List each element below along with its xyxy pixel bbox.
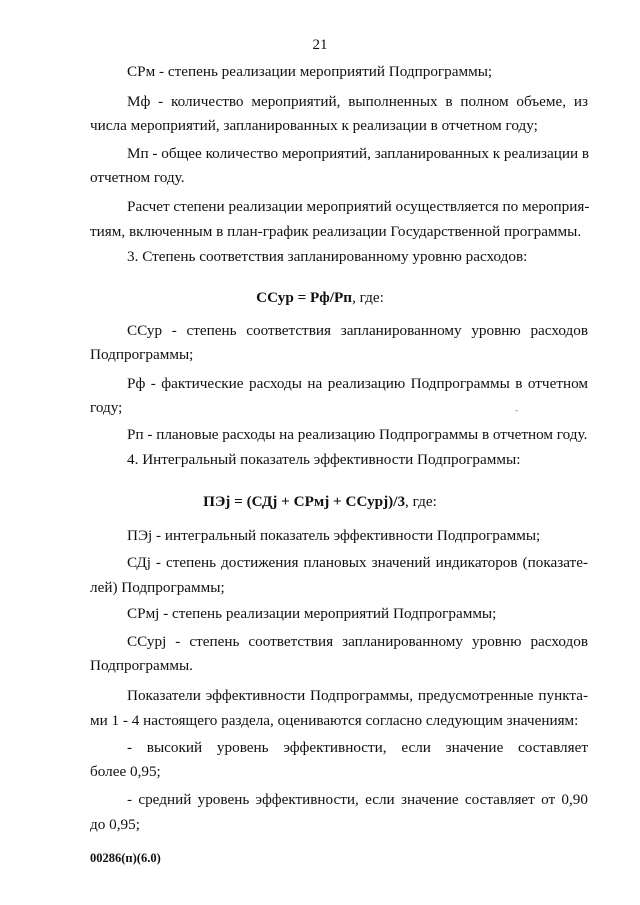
scan-mark: - bbox=[515, 405, 518, 415]
text-line: СРм - степень реализации мероприятий Подпрограммы; bbox=[127, 63, 493, 80]
text-line: - высокий уровень эффективности, если значение составляет bbox=[127, 739, 588, 756]
text-line: более 0,95; bbox=[90, 763, 161, 780]
text-line: числа мероприятий, запланированных к реализации в отчетном году; bbox=[90, 117, 538, 134]
page-number: 21 bbox=[312, 37, 328, 53]
text-line: году; bbox=[90, 399, 123, 416]
text-line: отчетном году. bbox=[90, 169, 185, 186]
formula-body: ССур = Рф/Рп bbox=[256, 289, 353, 306]
text-line: ССур - степень соответствия запланированному уровню расходов bbox=[127, 322, 588, 339]
text-line: Показатели эффективности Подпрограммы, предусмотренные пункта- bbox=[127, 687, 588, 704]
formula-integral bbox=[0, 494, 640, 509]
text-line: ПЭj - интегральный показатель эффективности Подпрограммы; bbox=[127, 527, 541, 544]
text-line: Мп - общее количество мероприятий, запланированных к реализации в bbox=[127, 145, 590, 162]
text-line: Рф - фактические расходы на реализацию Подпрограммы в отчетном bbox=[127, 375, 588, 392]
text-line: СДj - степень достижения плановых значений индикаторов (показате- bbox=[127, 554, 588, 571]
text-line: - средний уровень эффективности, если значение составляет от 0,90 bbox=[127, 791, 588, 808]
text-line: СРмj - степень реализации мероприятий Подпрограммы; bbox=[127, 605, 497, 622]
text-line: Подпрограммы. bbox=[90, 657, 193, 674]
text-line: тиям, включенным в план-график реализации Государственной программы. bbox=[90, 223, 582, 240]
text-line: Расчет степени реализации мероприятий осуществляется по мероприя- bbox=[127, 198, 590, 215]
text-line: до 0,95; bbox=[90, 816, 140, 833]
text-line: Подпрограммы; bbox=[90, 346, 194, 363]
formula-body: ПЭj = (СДj + СРмj + ССурj)/3 bbox=[203, 493, 406, 510]
formula-expenditure bbox=[0, 290, 640, 305]
formula-suffix: , где: bbox=[405, 493, 437, 510]
text-line: ми 1 - 4 настоящего раздела, оцениваются согласно следующим значениям: bbox=[90, 712, 579, 729]
text-line: Мф - количество мероприятий, выполненных в полном объеме, из bbox=[127, 93, 588, 110]
text-line: ССурj - степень соответствия запланированному уровню расходов bbox=[127, 633, 588, 650]
text-line: лей) Подпрограммы; bbox=[90, 579, 225, 596]
text-line: Рп - плановые расходы на реализацию Подпрограммы в отчетном году. bbox=[127, 426, 588, 443]
text-line: 4. Интегральный показатель эффективности Подпрограммы: bbox=[127, 451, 521, 468]
text-line: 3. Степень соответствия запланированному уровню расходов: bbox=[127, 248, 528, 265]
document-code: 00286(п)(6.0) bbox=[90, 851, 161, 865]
formula-suffix: , где: bbox=[352, 289, 384, 306]
